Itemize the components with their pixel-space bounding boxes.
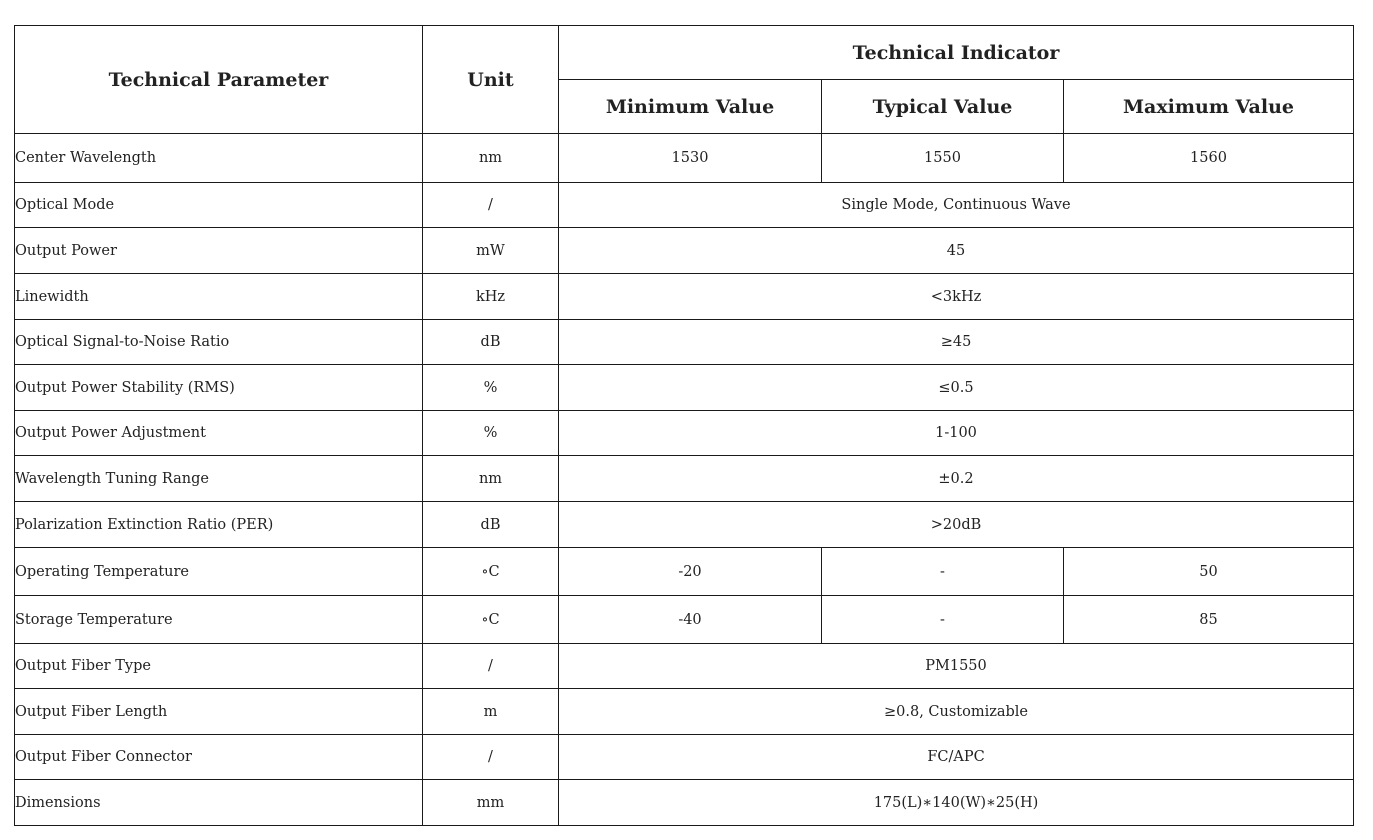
table-row	[15, 548, 1354, 596]
row-unit: /	[423, 183, 559, 228]
row-max-value: 50	[1064, 548, 1354, 596]
header-typical-value: Typical Value	[822, 80, 1064, 134]
row-value: 1-100	[559, 411, 1354, 456]
table-row	[15, 644, 1354, 689]
row-unit: /	[423, 735, 559, 780]
table-row	[15, 411, 1354, 456]
row-unit: kHz	[423, 274, 559, 320]
header-minimum-value: Minimum Value	[559, 80, 822, 134]
row-value: Single Mode, Continuous Wave	[559, 183, 1354, 228]
row-unit: dB	[423, 320, 559, 365]
row-typical-value: -	[822, 548, 1064, 596]
row-unit: m	[423, 689, 559, 735]
row-value: FC/APC	[559, 735, 1354, 780]
row-parameter: Output Fiber Connector	[15, 735, 423, 780]
row-parameter: Output Fiber Length	[15, 689, 423, 735]
table-row	[15, 183, 1354, 228]
row-max-value: 85	[1064, 596, 1354, 644]
row-value: >20dB	[559, 502, 1354, 548]
row-unit: %	[423, 365, 559, 411]
table-row	[15, 780, 1354, 826]
row-unit: mW	[423, 228, 559, 274]
row-parameter: Output Power Stability (RMS)	[15, 365, 423, 411]
row-max-value: 1560	[1064, 134, 1354, 183]
table-row	[15, 502, 1354, 548]
row-parameter: Dimensions	[15, 780, 423, 826]
row-min-value: 1530	[559, 134, 822, 183]
row-parameter: Optical Mode	[15, 183, 423, 228]
header-unit: Unit	[423, 26, 559, 134]
row-unit: ∘C	[423, 596, 559, 644]
row-value: ≥0.8, Customizable	[559, 689, 1354, 735]
row-unit: nm	[423, 456, 559, 502]
row-unit: mm	[423, 780, 559, 826]
table-row	[15, 596, 1354, 644]
header-row-1	[15, 26, 1354, 80]
row-parameter: Linewidth	[15, 274, 423, 320]
row-parameter: Output Power	[15, 228, 423, 274]
header-technical-indicator: Technical Indicator	[559, 26, 1354, 80]
table-row	[15, 689, 1354, 735]
row-value: 175(L)∗140(W)∗25(H)	[559, 780, 1354, 826]
spec-table	[14, 25, 1354, 826]
row-min-value: -40	[559, 596, 822, 644]
row-parameter: Polarization Extinction Ratio (PER)	[15, 502, 423, 548]
table-row	[15, 228, 1354, 274]
row-value: <3kHz	[559, 274, 1354, 320]
header-maximum-value: Maximum Value	[1064, 80, 1354, 134]
table-row	[15, 134, 1354, 183]
row-typical-value: 1550	[822, 134, 1064, 183]
row-min-value: -20	[559, 548, 822, 596]
table-row	[15, 365, 1354, 411]
row-typical-value: -	[822, 596, 1064, 644]
row-parameter: Wavelength Tuning Range	[15, 456, 423, 502]
row-parameter: Center Wavelength	[15, 134, 423, 183]
table-row	[15, 274, 1354, 320]
row-parameter: Output Fiber Type	[15, 644, 423, 689]
row-parameter: Optical Signal-to-Noise Ratio	[15, 320, 423, 365]
row-unit: %	[423, 411, 559, 456]
row-value: ≤0.5	[559, 365, 1354, 411]
header-technical-parameter: Technical Parameter	[15, 26, 423, 134]
row-parameter: Output Power Adjustment	[15, 411, 423, 456]
row-value: ≥45	[559, 320, 1354, 365]
row-value: 45	[559, 228, 1354, 274]
row-value: ±0.2	[559, 456, 1354, 502]
row-unit: /	[423, 644, 559, 689]
row-unit: ∘C	[423, 548, 559, 596]
row-parameter: Operating Temperature	[15, 548, 423, 596]
row-value: PM1550	[559, 644, 1354, 689]
table-row	[15, 320, 1354, 365]
row-unit: dB	[423, 502, 559, 548]
table-row	[15, 456, 1354, 502]
row-unit: nm	[423, 134, 559, 183]
row-parameter: Storage Temperature	[15, 596, 423, 644]
table-row	[15, 735, 1354, 780]
